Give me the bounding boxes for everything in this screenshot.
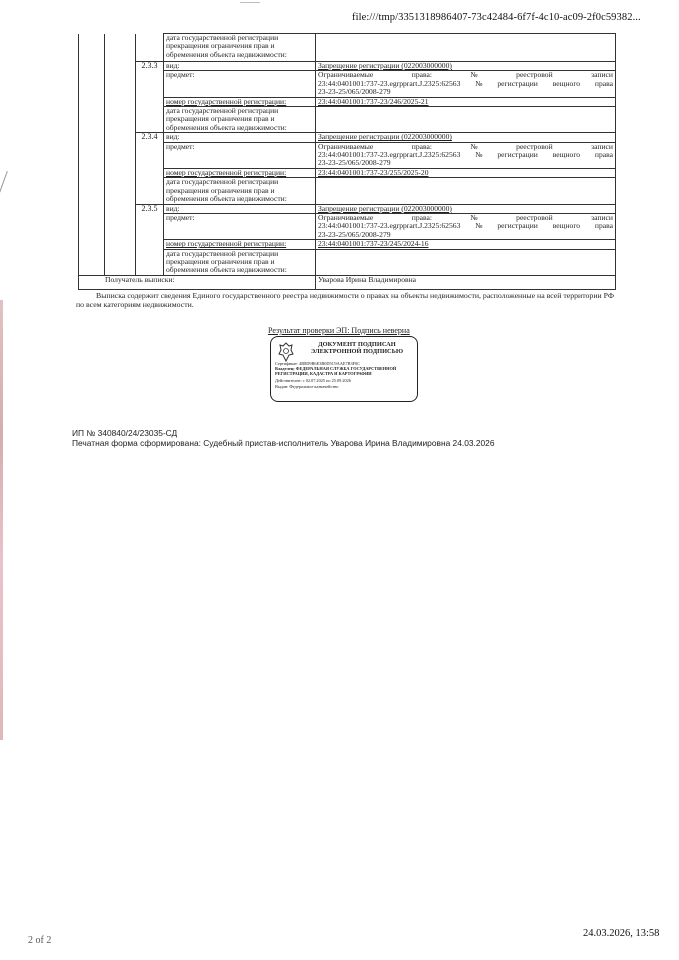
predmet-value — [316, 213, 616, 239]
row-label: дата государственной регистрации прекращения ограничения прав и обременения объекта недвижимости: — [164, 34, 316, 62]
predmet-label: предмет: — [164, 213, 316, 239]
predmet-word: 23:44:0401001:737-23.egrpprart.J.2325:62563 — [318, 221, 461, 231]
reg-number-value: 23:44:0401001:737-23/255/2025-20 — [316, 168, 616, 177]
block-number: 2.3.3 — [136, 62, 164, 133]
predmet-word: права — [594, 221, 613, 231]
predmet-word: записи — [591, 213, 613, 222]
predmet-word: 23:44:0401001:737-23.egrpprart.J.2325:62563 — [318, 150, 461, 160]
file-url: file:///tmp/3351318986407-73c42484-6f7f-4c10-ac09-2f0c59382... — [352, 12, 641, 23]
predmet-word: записи — [591, 142, 613, 151]
vid-value: Запрещение регистрации (022003000000) — [316, 62, 616, 71]
predmet-word: регистрации — [497, 78, 538, 88]
predmet-word: 23:44:0401001:737-23.egrpprart.J.2325:62563 — [318, 78, 461, 88]
predmet-line: 23-23-25/065/2008-279 — [318, 229, 391, 239]
stamp-issuer: Выдан: Федеральное казначейство — [275, 384, 339, 389]
enforcement-number: ИП № 340840/24/23035-СД — [72, 428, 178, 438]
printed-by: Печатная форма сформирована: Судебный пристав-исполнитель Уварова Ирина Владимировна 24.03.2026 — [72, 438, 495, 448]
e-signature-stamp — [270, 336, 418, 402]
recipient-value: Уварова Ирина Владимировна — [316, 275, 616, 289]
predmet-word: реестровой — [516, 142, 553, 151]
vid-label: вид: — [164, 133, 316, 142]
extract-note: Выписка содержит сведения Единого государственного реестра недвижимости о правах на объекты недвижимости, расположенные на всей территории РФ по всем категориям недвижимости. — [76, 291, 614, 309]
table-row — [79, 62, 616, 71]
table-row — [79, 204, 616, 213]
scan-edge-artifact — [0, 300, 3, 740]
termination-date-value — [316, 178, 616, 204]
registry-table-container — [78, 33, 615, 288]
predmet-word: № — [475, 78, 483, 88]
predmet-word: реестровой — [516, 70, 553, 80]
table-row — [79, 133, 616, 142]
predmet-word: № — [475, 221, 483, 231]
reg-number-label: номер государственной регистрации: — [164, 97, 316, 106]
page-number: 2 of 2 — [28, 935, 52, 946]
predmet-word: вещного — [552, 150, 581, 160]
predmet-word: № — [470, 70, 478, 80]
termination-date-value — [316, 107, 616, 133]
predmet-word: регистрации — [497, 150, 538, 160]
registry-table — [78, 33, 616, 290]
predmet-line: 23-23-25/065/2008-279 — [318, 158, 391, 168]
predmet-word: права: — [411, 213, 432, 222]
termination-date-label: дата государственной регистрации прекращения ограничения прав и обременения объекта недвижимости: — [164, 107, 316, 133]
predmet-word: № — [475, 150, 483, 160]
table-row — [79, 275, 616, 289]
reg-number-value: 23:44:0401001:737-23/246/2025-21 — [316, 97, 616, 106]
print-datetime: 24.03.2026, 13:58 — [583, 928, 660, 939]
termination-date-label: дата государственной регистрации прекращения ограничения прав и обременения объекта недвижимости: — [164, 249, 316, 275]
table-row — [79, 34, 616, 62]
cut-header-text: ¯¯¯¯¯ — [240, 2, 260, 11]
vid-label: вид: — [164, 204, 316, 213]
predmet-value — [316, 71, 616, 97]
predmet-line: 23-23-25/065/2008-279 — [318, 87, 391, 97]
predmet-label: предмет: — [164, 71, 316, 97]
predmet-word: права — [594, 150, 613, 160]
predmet-word: № — [470, 142, 478, 151]
predmet-word: № — [470, 213, 478, 222]
vid-value: Запрещение регистрации (022003000000) — [316, 204, 616, 213]
predmet-word: записи — [591, 70, 613, 80]
recipient-label: Получатель выписки: — [79, 275, 316, 289]
stamp-title: ДОКУМЕНТ ПОДПИСАН ЭЛЕКТРОННОЙ ПОДПИСЬЮ — [310, 341, 404, 355]
predmet-word: регистрации — [497, 221, 538, 231]
row-value — [316, 34, 616, 62]
predmet-word: Ограничиваемые — [318, 70, 374, 80]
reg-number-label: номер государственной регистрации: — [164, 240, 316, 249]
scan-line-artifact — [0, 171, 8, 209]
predmet-word: реестровой — [516, 213, 553, 222]
stamp-owner-line2: РЕГИСТРАЦИИ, КАДАСТРА И КАРТОГРАФИИ — [275, 371, 372, 376]
stamp-owner-line1: Владелец: ФЕДЕРАЛЬНАЯ СЛУЖБА ГОСУДАРСТВЕННОЙ — [275, 366, 397, 371]
coat-of-arms-icon — [277, 342, 295, 362]
block-number: 2.3.5 — [136, 204, 164, 275]
predmet-value — [316, 142, 616, 168]
predmet-word: Ограничиваемые — [318, 213, 374, 222]
predmet-word: права — [594, 78, 613, 88]
vid-value: Запрещение регистрации (022003000000) — [316, 133, 616, 142]
reg-number-label: номер государственной регистрации: — [164, 168, 316, 177]
termination-date-value — [316, 249, 616, 275]
predmet-word: Ограничиваемые — [318, 142, 374, 151]
predmet-word: вещного — [552, 78, 581, 88]
signature-check-result: Результат проверки ЭП: Подпись неверна — [268, 326, 410, 335]
stamp-valid: Действителен: с 02.07.2025 по 25.09.2026 — [275, 378, 351, 383]
reg-number-value: 23:44:0401001:737-23/245/2024-16 — [316, 240, 616, 249]
predmet-word: права: — [411, 70, 432, 80]
vid-label: вид: — [164, 62, 316, 71]
predmet-word: вещного — [552, 221, 581, 231]
predmet-word: права: — [411, 142, 432, 151]
termination-date-label: дата государственной регистрации прекращения ограничения прав и обременения объекта недвижимости: — [164, 178, 316, 204]
stamp-cert: Сертификат: 4B8D9B6E3B0D5C9AAE7B3F0C — [275, 361, 361, 366]
block-number: 2.3.4 — [136, 133, 164, 204]
predmet-label: предмет: — [164, 142, 316, 168]
